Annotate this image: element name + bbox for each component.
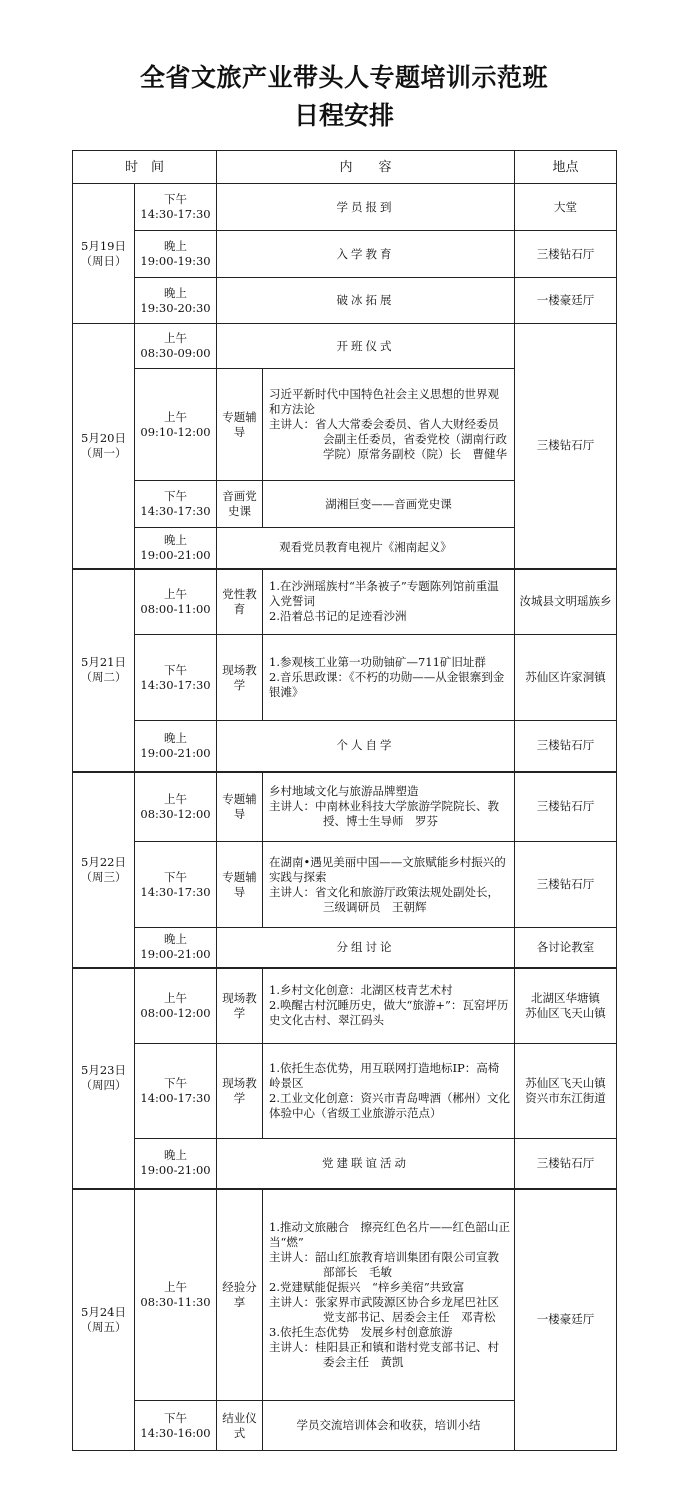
day-cell [73, 968, 135, 1189]
content-cell [263, 635, 515, 721]
item: 2.唤醒古村沉睡历史，做大“旅游+”：瓦窑坪历史文化古村、翠江码头 [269, 998, 509, 1028]
location-cell [515, 968, 617, 1044]
type-cell: 专题辅导 [217, 369, 263, 481]
item: 2.工业文化创意：资兴市青岛啤酒（郴州）文化体验中心（省级工业旅游示范点） [269, 1091, 510, 1120]
content-cell: 开班仪式 [217, 324, 515, 369]
time-range: 08:00-11:00 [140, 601, 211, 616]
time-cell [135, 278, 217, 324]
period: 下午 [164, 192, 187, 206]
time-cell [135, 928, 217, 968]
topic: 在湖南•遇见美丽中国——文旅赋能乡村振兴的实践与探索 [269, 854, 506, 884]
period: 上午 [164, 331, 187, 345]
type-cell: 经验分享 [217, 1189, 263, 1401]
table-row [73, 184, 617, 231]
location-line: 北湖区华塘镇 [531, 990, 601, 1005]
time-cell [135, 968, 217, 1044]
content-cell [263, 842, 515, 928]
period: 下午 [164, 1076, 187, 1090]
speaker: 主讲人：桂阳县正和镇和谐村党支部书记、村委会主任 黄凯 [269, 1339, 500, 1369]
period: 下午 [164, 869, 187, 884]
period: 上午 [164, 791, 187, 806]
day-cell [73, 1189, 135, 1451]
date: 5月19日 [81, 238, 126, 253]
day-cell [73, 569, 135, 772]
content-cell: 入学教育 [217, 231, 515, 278]
content-cell: 学员报到 [217, 184, 515, 231]
time-range: 19:30-20:30 [140, 300, 211, 315]
period: 晚上 [164, 285, 187, 300]
period: 上午 [164, 409, 187, 424]
content-cell: 湖湘巨变——音画党史课 [263, 481, 515, 528]
table-row [73, 721, 617, 772]
time-cell [135, 1401, 217, 1451]
time-cell [135, 1044, 217, 1139]
header-location: 地点 [515, 151, 617, 184]
location-cell: 三楼钻石厅 [515, 324, 617, 569]
type-cell: 现场教学 [217, 1044, 263, 1139]
table-row [73, 1189, 617, 1401]
weekday: （周五） [80, 1319, 127, 1334]
location-cell [515, 1044, 617, 1139]
content-cell [263, 968, 515, 1044]
time-range: 14:30-17:30 [140, 207, 211, 221]
time-cell [135, 528, 217, 569]
content-cell [263, 569, 515, 635]
time-range: 19:00-21:00 [140, 1163, 211, 1178]
location-cell: 三楼钻石厅 [515, 1139, 617, 1189]
date: 5月23日 [81, 1063, 126, 1077]
period: 晚上 [164, 730, 187, 745]
day-cell [73, 184, 135, 324]
speaker: 主讲人：张家界市武陵源区协合乡龙尾巴社区党支部书记、居委会主任 邓青松 [269, 1294, 500, 1324]
time-range: 08:00-12:00 [140, 1005, 211, 1020]
day-cell [73, 324, 135, 569]
location-cell: 一楼豪廷厅 [515, 278, 617, 324]
period: 上午 [164, 990, 187, 1005]
location-line: 苏仙区飞天山镇 [525, 1076, 606, 1090]
content-cell: 分组讨论 [217, 928, 515, 968]
time-cell [135, 569, 217, 635]
period: 上午 [164, 586, 187, 601]
time-cell [135, 635, 217, 721]
day-cell [73, 772, 135, 968]
topic: 乡村地域文化与旅游品牌塑造 [269, 784, 419, 799]
type-cell: 专题辅导 [217, 772, 263, 842]
table-row [73, 772, 617, 842]
time-cell [135, 481, 217, 528]
weekday: （周一） [80, 445, 127, 460]
date: 5月21日 [81, 655, 126, 669]
location-cell: 大堂 [515, 184, 617, 231]
period: 晚上 [164, 932, 187, 947]
item: 1.参观核工业第一功勋铀矿—711矿旧址群 [269, 655, 486, 669]
content-cell [263, 369, 515, 481]
header-row [73, 151, 617, 184]
period: 晚上 [164, 1148, 187, 1163]
item: 1.在沙洲瑶族村“半条被子”专题陈列馆前重温入党誓词 [269, 579, 499, 609]
item: 2.音乐思政课：《不朽的功勋——从金银寨到金银滩》 [269, 670, 505, 699]
time-range: 08:30-12:00 [140, 806, 211, 821]
type-cell: 结业仪式 [217, 1401, 263, 1451]
item: 1.乡村文化创意：北湖区枝青艺术村 [269, 983, 453, 998]
location-cell: 一楼豪廷厅 [515, 1189, 617, 1451]
content-cell: 党建联谊活动 [217, 1139, 515, 1189]
type-cell: 音画党史课 [217, 481, 263, 528]
type-cell: 现场教学 [217, 635, 263, 721]
time-range: 19:00-21:00 [140, 547, 211, 562]
speaker: 主讲人：省文化和旅游厅政策法规处副处长，三级调研员 王朝辉 [269, 884, 500, 914]
time-cell [135, 772, 217, 842]
content-cell [263, 772, 515, 842]
period: 下午 [164, 489, 187, 503]
content-cell [263, 1189, 515, 1401]
topic: 3.依托生态优势 发展乡村创意旅游 [269, 1324, 453, 1339]
period: 下午 [164, 1410, 187, 1425]
table-row [73, 278, 617, 324]
weekday: （周日） [80, 253, 127, 268]
location-cell: 三楼钻石厅 [515, 721, 617, 772]
time-range: 08:30-09:00 [140, 346, 211, 360]
content-cell: 个人自学 [217, 721, 515, 772]
type-cell: 现场教学 [217, 968, 263, 1044]
table-row [73, 968, 617, 1044]
time-range: 19:00-21:00 [140, 947, 211, 962]
table-row [73, 231, 617, 278]
time-cell [135, 1189, 217, 1401]
time-range: 14:30-17:30 [140, 884, 211, 899]
time-cell [135, 324, 217, 369]
header-time: 时 间 [73, 151, 217, 184]
content-cell [263, 1044, 515, 1139]
page-subtitle: 日程安排 [293, 101, 394, 130]
topic: 2.党建赋能促振兴 “梓乡美宿”共致富 [269, 1279, 465, 1294]
content-cell: 破冰拓展 [217, 278, 515, 324]
table-row [73, 1044, 617, 1139]
table-row [73, 842, 617, 928]
location-cell: 各讨论教室 [515, 928, 617, 968]
location-cell: 苏仙区许家洞镇 [515, 635, 617, 721]
period: 上午 [164, 1279, 187, 1294]
date: 5月24日 [81, 1304, 126, 1319]
time-range: 08:30-11:30 [140, 1294, 211, 1309]
table-row [73, 324, 617, 369]
location-cell: 汝城县文明瑶族乡 [515, 569, 617, 635]
type-cell: 专题辅导 [217, 842, 263, 928]
schedule-table [72, 150, 617, 1451]
time-cell [135, 369, 217, 481]
time-range: 19:00-19:30 [140, 254, 211, 268]
time-cell [135, 184, 217, 231]
location-line: 苏仙区飞天山镇 [525, 1005, 606, 1020]
table-row [73, 928, 617, 968]
type-cell: 党性教育 [217, 569, 263, 635]
time-cell [135, 231, 217, 278]
time-cell [135, 721, 217, 772]
period: 晚上 [164, 532, 187, 547]
table-row [73, 635, 617, 721]
item: 1.依托生态优势，用互联网打造地标IP：高椅岭景区 [269, 1061, 500, 1090]
date: 5月20日 [81, 430, 126, 445]
period: 晚上 [164, 239, 187, 253]
time-range: 19:00-21:00 [140, 745, 211, 760]
location-line: 资兴市东江街道 [525, 1091, 606, 1105]
time-range: 14:30-17:30 [140, 504, 211, 518]
speaker: 主讲人：省人大常委会委员、省人大财经委员会副主任委员，省委党校（湖南行政学院）原常务副校（院）长 曹健华 [269, 417, 508, 461]
topic: 习近平新时代中国特色社会主义思想的世界观和方法论 [269, 387, 500, 416]
time-range: 14:30-17:30 [140, 677, 211, 692]
topic: 1.推动文旅融合 擦亮红色名片——红色韶山正当“燃” [269, 1219, 510, 1249]
time-range: 14:30-16:00 [140, 1425, 211, 1440]
time-range: 14:00-17:30 [140, 1091, 211, 1105]
weekday: （周三） [80, 869, 127, 884]
time-cell [135, 1139, 217, 1189]
item: 2.沿着总书记的足迹看沙洲 [269, 609, 407, 624]
content-cell: 学员交流培训体会和收获，培训小结 [263, 1401, 515, 1451]
time-cell [135, 842, 217, 928]
speaker: 主讲人：中南林业科技大学旅游学院院长、教授、博士生导师 罗芬 [269, 799, 500, 829]
date: 5月22日 [81, 854, 126, 869]
table-row [73, 569, 617, 635]
table-row [73, 1139, 617, 1189]
weekday: （周二） [80, 670, 127, 684]
location-cell: 三楼钻石厅 [515, 842, 617, 928]
content-cell: 观看党员教育电视片《湘南起义》 [217, 528, 515, 569]
location-cell: 三楼钻石厅 [515, 772, 617, 842]
page-title: 全省文旅产业带头人专题培训示范班 [139, 63, 548, 92]
weekday: （周四） [80, 1078, 127, 1092]
location-cell: 三楼钻石厅 [515, 231, 617, 278]
speaker: 主讲人：韶山红旅教育培训集团有限公司宣教部部长 毛敏 [269, 1249, 500, 1279]
header-content: 内 容 [217, 151, 515, 184]
period: 下午 [164, 662, 187, 677]
time-range: 09:10-12:00 [140, 424, 211, 439]
